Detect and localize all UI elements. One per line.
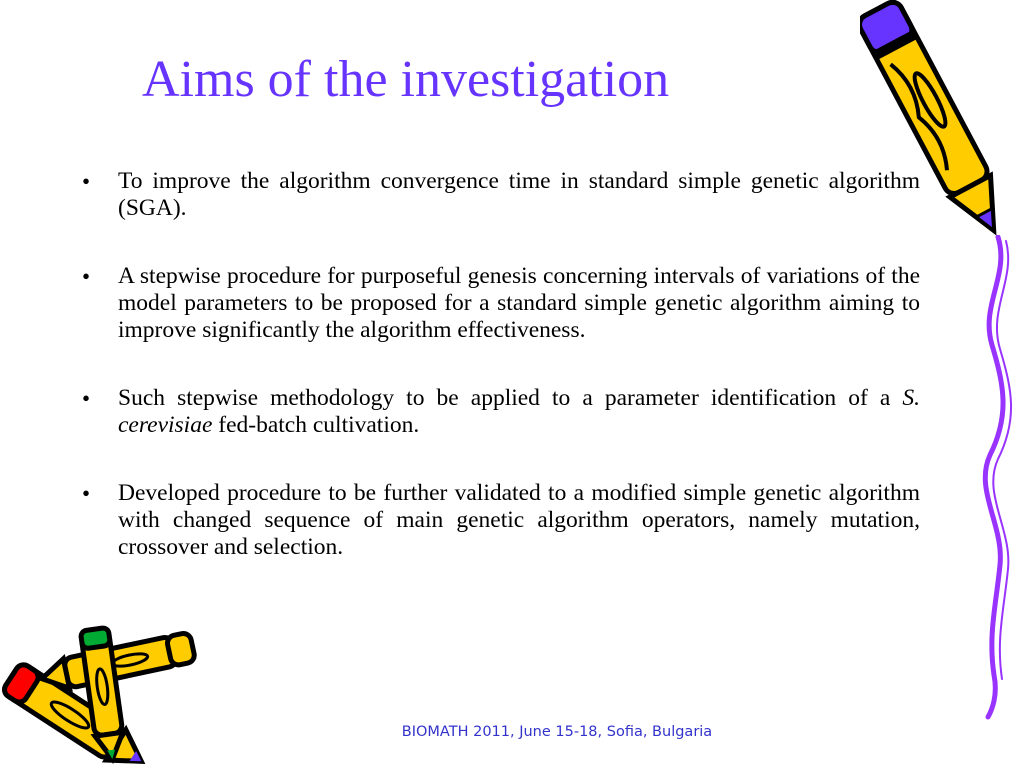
bullet-list bbox=[80, 168, 920, 602]
slide-title: Aims of the investigation bbox=[142, 51, 670, 108]
bullet-text-after: fed-batch cultivation. bbox=[212, 412, 420, 438]
bullet-item-2 bbox=[80, 263, 920, 344]
wavy-line-right bbox=[970, 235, 1024, 720]
bullet-marker: • bbox=[82, 386, 91, 411]
bullet-text: To improve the algorithm convergence time in standard simple genetic algorithm (SGA). bbox=[118, 168, 920, 221]
pencils-clipart-bottom-left bbox=[0, 615, 205, 765]
bullet-marker: • bbox=[82, 481, 91, 506]
slide-footer bbox=[0, 724, 1024, 740]
bullet-text: Developed procedure to be further validated to a modified simple genetic algorithm with changed sequence of main genetic algorithm operators, namely mutation, crossover and selection. bbox=[118, 480, 920, 560]
pencil-clipart-top-right bbox=[860, 0, 1010, 245]
bullet-item-3 bbox=[80, 385, 920, 439]
bullet-text: A stepwise procedure for purposeful genesis concerning intervals of variations of the model parameters to be proposed for a standard simple genetic algorithm aiming to improve significantly the algorithm effectiveness. bbox=[118, 263, 920, 343]
bullet-item-1 bbox=[80, 168, 920, 222]
bullet-item-4 bbox=[80, 480, 920, 561]
species-name: S. cerevisiae bbox=[118, 385, 920, 438]
bullet-marker: • bbox=[82, 169, 91, 194]
bullet-text-before: Such stepwise methodology to be applied to a parameter identification of a bbox=[118, 385, 903, 411]
bullet-marker: • bbox=[82, 264, 91, 289]
footer-text: BIOMATH 2011, June 15-18, Sofia, Bulgaria bbox=[401, 724, 713, 740]
